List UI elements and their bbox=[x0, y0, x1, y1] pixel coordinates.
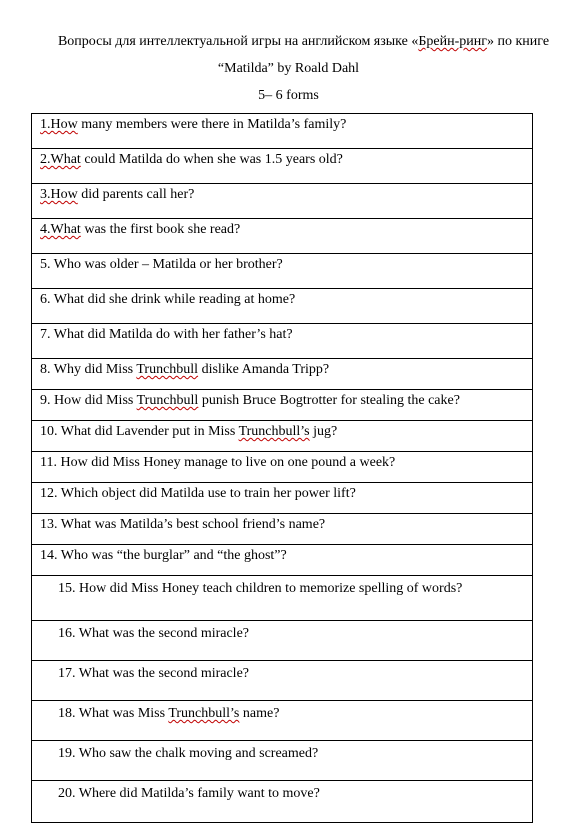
question-text bbox=[40, 452, 532, 471]
question-row bbox=[32, 545, 533, 576]
question-text-part: did parents call her? bbox=[77, 187, 195, 202]
question-text-part: 16. What was the second miracle? bbox=[58, 626, 250, 641]
question-text-part: 10. What did Lavender put in Miss bbox=[40, 424, 239, 439]
question-cell bbox=[32, 741, 533, 781]
question-text-part: dislike Amanda Tripp? bbox=[198, 362, 330, 377]
question-text bbox=[58, 576, 532, 597]
question-text-part: was the first book she read? bbox=[80, 222, 241, 237]
question-text-part: name? bbox=[239, 706, 280, 721]
question-cell bbox=[32, 390, 533, 421]
spellcheck-marked-word: 1.How bbox=[40, 117, 78, 132]
question-row bbox=[32, 661, 533, 701]
question-text bbox=[40, 114, 532, 133]
question-text bbox=[40, 184, 532, 203]
spellcheck-marked-word: Trunchbull’s bbox=[168, 706, 240, 721]
spellcheck-marked-word: 3.How bbox=[40, 187, 78, 202]
question-text bbox=[40, 483, 532, 502]
question-text-part: 14. Who was “the burglar” and “the ghost”? bbox=[40, 548, 287, 563]
document-title-line2: “Matilda” by Roald Dahl bbox=[217, 61, 360, 76]
question-cell bbox=[32, 781, 533, 823]
title-text-brain-ring: Брейн-ринг bbox=[418, 34, 487, 49]
document-subtitle-forms: 5– 6 forms bbox=[258, 88, 319, 103]
question-cell bbox=[32, 621, 533, 661]
question-text bbox=[58, 781, 532, 802]
spellcheck-marked-word: 2.What bbox=[40, 152, 81, 167]
question-row bbox=[32, 781, 533, 823]
question-row bbox=[32, 421, 533, 452]
title-text-pre: Вопросы для интеллектуальной игры на английском языке « bbox=[57, 34, 419, 49]
question-cell bbox=[32, 114, 533, 149]
question-text-part: 12. Which object did Matilda use to train her power lift? bbox=[40, 486, 356, 501]
question-row bbox=[32, 483, 533, 514]
question-text bbox=[58, 661, 532, 682]
question-cell bbox=[32, 254, 533, 289]
question-text bbox=[40, 390, 532, 409]
question-text bbox=[40, 149, 532, 168]
question-row bbox=[32, 219, 533, 254]
question-text-part: 19. Who saw the chalk moving and screamed? bbox=[58, 746, 319, 761]
question-text-part: 9. How did Miss bbox=[40, 393, 137, 408]
question-text-part: 8. Why did Miss bbox=[40, 362, 137, 377]
question-text-part: punish Bruce Bogtrotter for stealing the cake? bbox=[198, 393, 460, 408]
question-row bbox=[32, 514, 533, 545]
question-row bbox=[32, 114, 533, 149]
spellcheck-marked-word: Trunchbull bbox=[136, 393, 199, 408]
question-cell bbox=[32, 421, 533, 452]
question-row bbox=[32, 359, 533, 390]
question-text bbox=[40, 254, 532, 273]
question-text bbox=[40, 324, 532, 343]
question-text bbox=[58, 701, 532, 722]
question-cell bbox=[32, 576, 533, 621]
title-text-post: » по книге bbox=[486, 34, 550, 49]
question-text bbox=[40, 219, 532, 238]
question-row bbox=[32, 184, 533, 219]
question-row bbox=[32, 289, 533, 324]
spellcheck-marked-word: 4.What bbox=[40, 222, 81, 237]
question-text bbox=[40, 514, 532, 533]
question-text-part: could Matilda do when she was 1.5 years old? bbox=[80, 152, 343, 167]
question-cell bbox=[32, 661, 533, 701]
question-cell bbox=[32, 219, 533, 254]
question-row bbox=[32, 254, 533, 289]
question-row bbox=[32, 621, 533, 661]
question-text-part: 6. What did she drink while reading at home? bbox=[40, 292, 296, 307]
question-text bbox=[40, 289, 532, 308]
question-row bbox=[32, 741, 533, 781]
question-cell bbox=[32, 452, 533, 483]
questions-table bbox=[31, 113, 533, 823]
question-cell bbox=[32, 701, 533, 741]
question-cell bbox=[32, 483, 533, 514]
question-cell bbox=[32, 149, 533, 184]
question-text-part: 20. Where did Matilda’s family want to move? bbox=[58, 786, 320, 801]
question-text-part: jug? bbox=[309, 424, 338, 439]
question-row bbox=[32, 452, 533, 483]
question-text-part: 17. What was the second miracle? bbox=[58, 666, 250, 681]
question-text-part: 5. Who was older – Matilda or her brother? bbox=[40, 257, 283, 272]
question-cell bbox=[32, 289, 533, 324]
question-text bbox=[58, 741, 532, 762]
question-text-part: 15. How did Miss Honey teach children to memorize spelling of words? bbox=[58, 581, 463, 596]
question-cell bbox=[32, 545, 533, 576]
question-text-part: 11. How did Miss Honey manage to live on one pound a week? bbox=[40, 455, 396, 470]
question-text bbox=[58, 621, 532, 642]
question-text-part: 18. What was Miss bbox=[58, 706, 169, 721]
question-text bbox=[40, 421, 532, 440]
question-row bbox=[32, 701, 533, 741]
question-cell bbox=[32, 359, 533, 390]
document-title-line1 bbox=[0, 34, 577, 50]
spellcheck-marked-word: Trunchbull’s bbox=[238, 424, 310, 439]
question-row bbox=[32, 390, 533, 421]
spellcheck-marked-word: Trunchbull bbox=[136, 362, 199, 377]
question-text bbox=[40, 545, 532, 564]
question-text bbox=[40, 359, 532, 378]
question-cell bbox=[32, 324, 533, 359]
question-text-part: 13. What was Matilda’s best school friend’s name? bbox=[40, 517, 326, 532]
question-cell bbox=[32, 514, 533, 545]
question-row bbox=[32, 149, 533, 184]
question-row bbox=[32, 324, 533, 359]
question-text-part: many members were there in Matilda’s family? bbox=[77, 117, 347, 132]
question-text-part: 7. What did Matilda do with her father’s hat? bbox=[40, 327, 293, 342]
question-row bbox=[32, 576, 533, 621]
question-cell bbox=[32, 184, 533, 219]
